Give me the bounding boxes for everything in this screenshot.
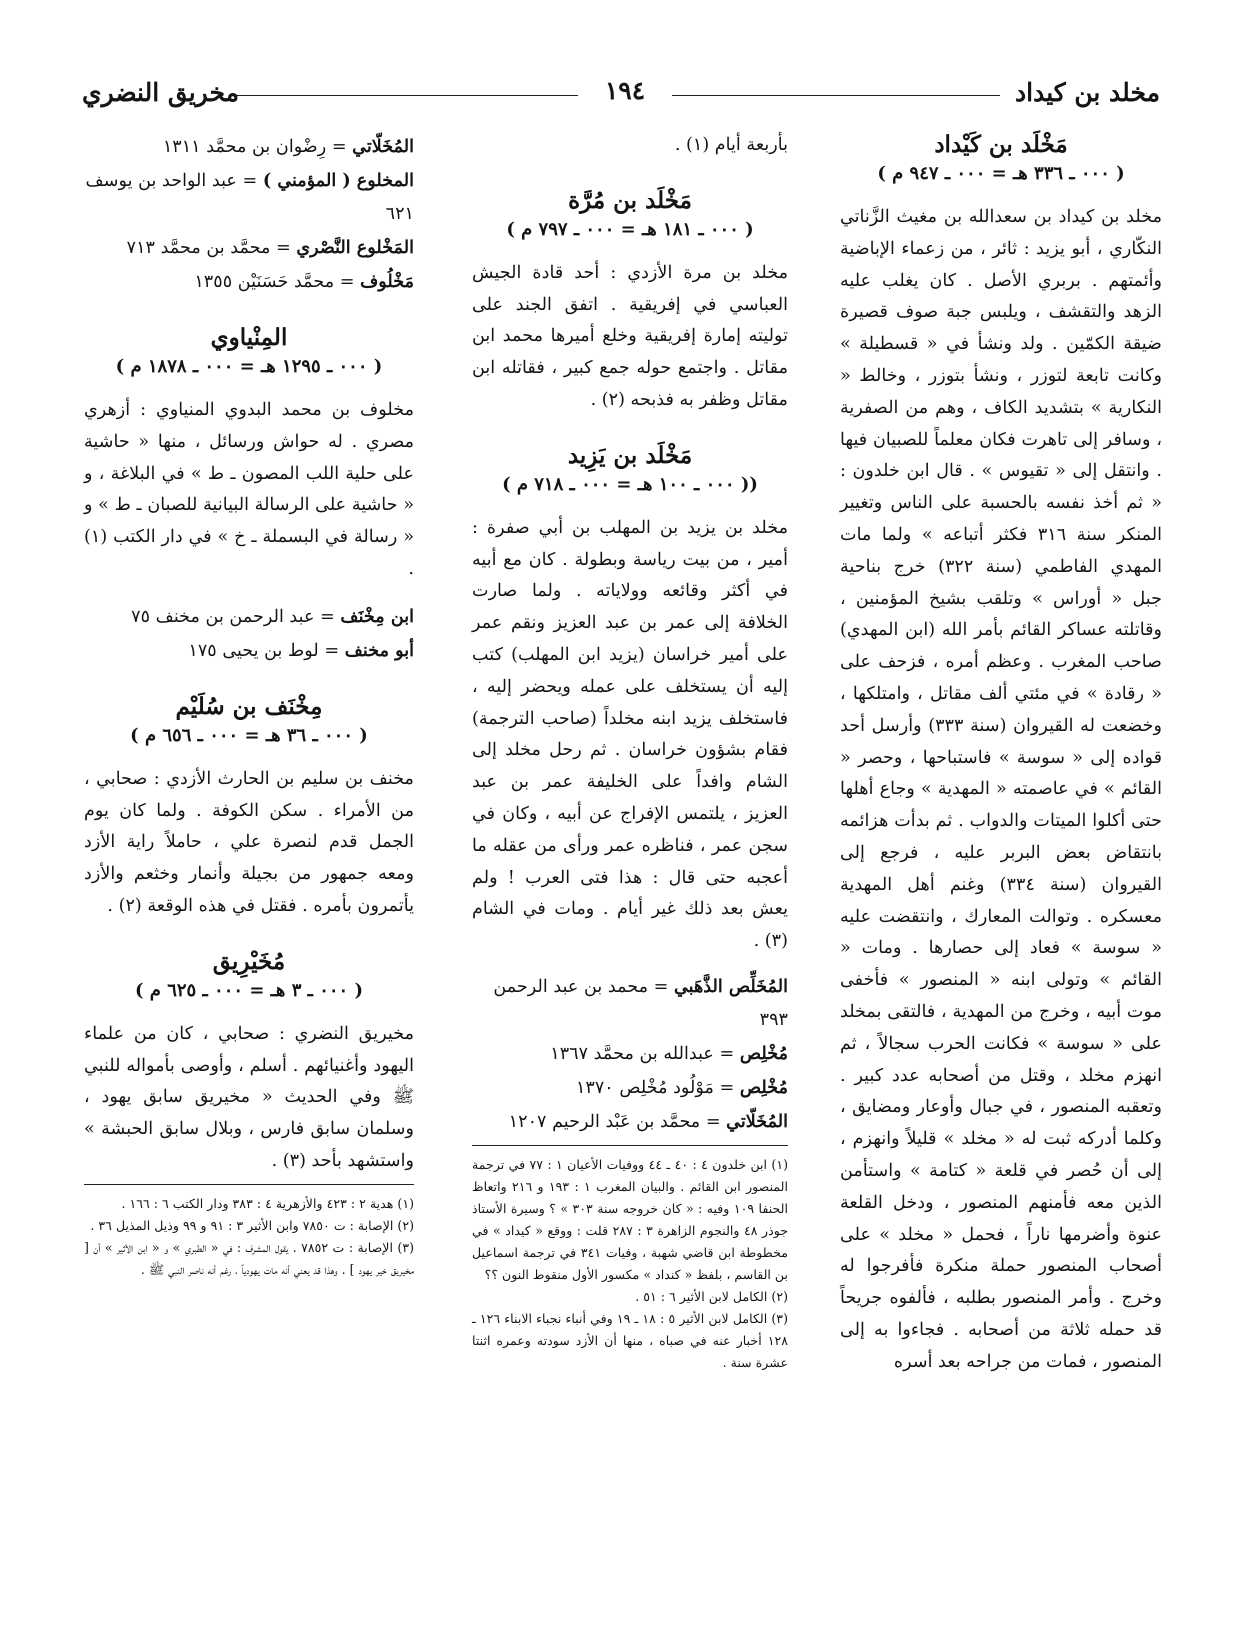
entry-body: مخيريق النضري : صحابي ، كان من علماء اليهود وأغنيائهم . أسلم ، وأوصى بأمواله للنبي ﷺ وفي الحديث « مخيريق سابق يهود ، وسلمان سابق فارس ، وبلال سابق الحبشة » واستشهد بأحد (٣) . — [84, 1023, 414, 1171]
cross-reference-name: المَخْلوع النَّصْري — [296, 237, 414, 258]
entry-title: مُخَيْرِيق — [212, 947, 286, 975]
cross-reference — [84, 231, 414, 265]
cross-reference — [472, 1037, 788, 1071]
entry-body: مخلد بن يزيد بن المهلب بن أبي صفرة : أمير ، من بيت رياسة وبطولة . كان مع أبيه في أكثر وقائعه وولاياته . ولما صارت الخلافة إلى عمر بن عبد العزيز ونقم عمر على أمير خراسان (يزيد ابن المهلب) كتب إليه أن يستخلف على عمله ويحضر إليه ، فاستخلف يزيد ابنه مخلداً (صاحب الترجمة) فقام بشؤون خراسان . ثم رحل مخلد إلى الشام وافداً على الخليفة عمر بن عبد العزيز ، يلتمس الإفراج عن أبيه ، وكان في سجن عمر ، فناظره عمر ورأى من عقله ما أعجبه حتى قال : هذا فتى العرب ! ولم يعش بعد ذلك غير أيام . ومات في الشام (٣) . — [472, 517, 788, 952]
cross-reference — [472, 1071, 788, 1105]
footnote: (٣) الكامل لابن الأثير ٥ : ١٨ ـ ١٩ وفي أنباء نجباء الابناء ١٢٦ ـ ١٢٨ أخبار عنه في صباه ، منها أن الأزد سودته وعمره اثنتا عشرة سنة . — [472, 1310, 788, 1370]
entry-dates: ( ٠٠٠ ـ ٣٦ هـ = ٠٠٠ ـ ٦٥٦ م ) — [130, 724, 368, 746]
footnote: (١) هدية ٢ : ٤٢٣ والأزهرية ٤ : ٣٨٣ ودار الكتب ٦ : ١٦٦ . — [121, 1195, 414, 1211]
footnote: (٢) الكامل لابن الأثير ٦ : ٥١ . — [635, 1288, 788, 1304]
entry-dates: (( ٠٠٠ ـ ١٠٠ هـ = ٠٠٠ ـ ٧١٨ م ) — [502, 473, 758, 495]
cross-reference-target: = عبد الرحمن بن مخنف ٧٥ — [131, 606, 335, 627]
cross-reference — [84, 600, 414, 634]
header-right-title: مخلد بن كيداد — [1015, 78, 1160, 107]
cross-reference — [472, 1105, 788, 1139]
cross-reference-name: المُخَلِّص الذَّهَبي — [673, 975, 788, 997]
continuation-text: بأربعة أيام (١) . — [674, 135, 788, 155]
page-number: ١٩٤ — [582, 76, 668, 105]
cross-reference-name: مُخْلِص — [739, 1076, 788, 1098]
cross-reference-target: = لوط بن يحيى ١٧٥ — [188, 640, 340, 661]
footnote: (١) ابن خلدون ٤ : ٤٠ ـ ٤٤ ووفيات الأعيان ١ : ٧٧ في ترجمة المنصور ابن القائم . والبيان المغرب ١ : ١٩٣ و ٢١٦ واتعاظ الحنفا ١٠٩ وفيه : « كان خروجه سنة ٣٠٣ » ؟ وسيرة الأستاذ جوذر ٤٨ والنجوم الزاهرة ٣ : ٢٨٧ قلت : ووقع « كيداد » في مخطوطة ابن قاضي شهبة ، وفيات ٣٤١ في ترجمة اسماعيل بن القاسم ، بلفظ « كنداد » مكسور الأول منقوط النون ؟؟ — [472, 1156, 789, 1282]
cross-reference-target: = رِضْوان بن محمَّد ١٣١١ — [162, 137, 347, 157]
header-rule-left — [232, 95, 578, 96]
cross-reference — [84, 130, 414, 164]
column-left — [84, 130, 414, 1281]
entry-dates: ( ٠٠٠ ـ ١٢٩٥ هـ = ٠٠٠ ـ ١٨٧٨ م ) — [115, 356, 383, 377]
cross-reference-name: المخلوع ( المؤمني ) — [262, 170, 414, 191]
cross-reference-name: ابن مِخْنَف — [340, 605, 414, 627]
entry-body: مخلد بن مرة الأزدي : أحد قادة الجيش العباسي في إفريقية . اتفق الجند على توليته إمارة إفريقية وخلع أميرها محمد ابن مقاتل . واجتمع حوله جمع كبير ، فقاتله ابن مقاتل وظفر به فذبحه (٢) . — [472, 262, 788, 410]
entry-title: مَخْلَد بن كَيْداد — [934, 131, 1068, 158]
cross-reference-target: = مَوْلُود مُخْلِص ١٣٧٠ — [575, 1077, 735, 1098]
entry-dates: ( ٠٠٠ ـ ١٨١ هـ = ٠٠٠ ـ ٧٩٧ م ) — [506, 218, 754, 240]
entry-body: مخنف بن سليم بن الحارث الأزدي : صحابي ، من الأمراء . سكن الكوفة . ولما كان يوم الجمل قدم لنصرة علي ، حاملاً راية الأزد ومعه جمهور من بجيلة وأنمار وخثعم والأزد يأتمرون بأمره . فقتل في هذه الوقعة (٢) . — [84, 768, 414, 916]
footnote: (٣) الإصابة : ت ٧٨٥٢ . يقول المشرف : في « الطبري » و « ابن الأثير » أن [ مخيريق خير يهود ] . وهذا قد يعني أنه مات يهودياً ، رغم أنه ناصر النبي ﷺ . — [84, 1239, 414, 1277]
cross-reference-target: = محمَّد حَسَنَيْن ١٣٥٥ — [194, 272, 355, 292]
cross-reference-target: = عبدالله بن محمَّد ١٣٦٧ — [550, 1043, 735, 1064]
cross-reference-name: مَخْلُوف — [360, 271, 414, 292]
cross-reference — [84, 164, 414, 231]
entry-dates: ( ٠٠٠ ـ ٣ هـ = ٠٠٠ ـ ٦٢٥ م ) — [135, 979, 363, 1001]
entry-body: مخلوف بن محمد البدوي المنياوي : أزهري مصري . له حواش ورسائل ، منها « حاشية على حلية اللب المصون ـ ط » في البلاغة ، و « حاشية على الرسالة البيانية للصبان ـ ط » و « رسالة في البسملة ـ خ » في دار الكتب (١) . — [84, 400, 414, 579]
entry-title: مَخْلَد بن يَزِيد — [567, 441, 693, 469]
cross-reference — [84, 634, 414, 668]
entry-title: مِخْنَف بن سُلَيْم — [175, 692, 323, 720]
footnote-divider — [472, 1145, 788, 1146]
cross-reference-target: = محمَّد بن محمَّد ٧١٣ — [126, 238, 291, 258]
cross-reference-name: المُخَلّاتي — [726, 1110, 788, 1132]
entry-title: المِنْياوي — [210, 324, 288, 351]
cross-reference-target: = عبد الواحد بن يوسف ٦٢١ — [85, 171, 414, 224]
cross-reference-name: المُخَلّاتي — [352, 136, 414, 157]
cross-reference-name: مُخْلِص — [739, 1042, 788, 1064]
cross-reference-target: = محمَّد بن عَبْد الرحيم ١٢٠٧ — [508, 1111, 721, 1132]
footnote-divider — [84, 1184, 414, 1185]
cross-reference — [472, 970, 788, 1037]
entry-dates: ( ٠٠٠ ـ ٣٣٦ هـ = ٠٠٠ ـ ٩٤٧ م ) — [877, 163, 1125, 184]
cross-reference-target: = محمد بن عبد الرحمن ٣٩٣ — [493, 976, 788, 1030]
running-header — [82, 78, 1160, 112]
column-middle — [472, 130, 788, 1374]
cross-reference-name: أبو مخنف — [344, 639, 414, 661]
header-left-title: مخريق النضري — [82, 78, 239, 107]
entry-body: مخلد بن كيداد بن سعدالله بن مغيث الزَّناتي النكّاري ، أبو يزيد : ثائر ، من زعماء الإباضية وأئمتهم . بربري الأصل . كان يغلب عليه الزهد والتقشف ، ويلبس جبة صوف قصيرة ضيقة الكمّين . ولد ونشأ في « قسطيلة » وكانت تابعة لتوزر ، ونشأ بتوزر ، وخالط « النكارية » بتشديد الكاف ، وهم من الصفرية ، وسافر إلى تاهرت فكان معلماً للصبيان فيها . وانتقل إلى « تقيوس » . قال ابن خلدون : « ثم أخذ نفسه بالحسبة على الناس وتغيير المنكر سنة ٣١٦ فكثر أتباعه » ولما مات المهدي الفاطمي (سنة ٣٢٢) خرج بناحية جبل « أوراس » وتلقب بشيخ المؤمنين ، وقاتلته عساكر القائم بأمر الله (ابن المهدي) صاحب المغرب . وعظم أمره ، فزحف على « رقادة » في مئتي ألف مقاتل ، وامتلكها ، وخضعت له القيروان (سنة ٣٣٣) وأرسل أحد قواده إلى « سوسة » فاستباحها ، وحصر « القائم » في عاصمته « المهدية » وجاع أهلها حتى أكلوا الميتات والدواب . ثم بدأت هزائمه بانتقاض بعض البربر عليه ، فرجع إلى القيروان (سنة ٣٣٤) وغنم أهل المهدية معسكره . وتوالت المعارك ، وانتقضت عليه « سوسة » فعاد إلى حصارها . ومات « القائم » وتولى ابنه « المنصور » فأخفى موت أبيه ، وخرج من المهدية ، فالتقى بمخلد على « سوسة » فكانت الحرب سجالاً ، ثم انهزم مخلد ، وقتل من أصحابه عدد كبير . وتعقبه المنصور ، في جبال وأوعار ومضايق ، وكلما أدركه ثبت له « مخلد » قليلاً وانهزم ، إلى أن حُصر في قلعة « كتامة » واستأمن الذين معه فأمنهم المنصور ، ودخل القلعة عنوة وأضرمها ناراً ، فحمل « مخلد » على أصحاب المنصور حملة منكرة فأفرجوا له وخرج . وأمر المنصور بطلبه ، فألفوه جريحاً قد حمله ثلاثة من أصحابه . فجاءوا به إلى المنصور ، فمات من جراحه بعد أسره — [840, 207, 1163, 1372]
entry-title: مَخْلَد بن مُرَّة — [568, 186, 692, 214]
column-right — [840, 130, 1162, 1378]
cross-reference — [84, 265, 414, 299]
header-rule-right — [672, 95, 1000, 96]
footnote: (٢) الإصابة : ت ٧٨٥٠ وابن الأثير ٣ : ٩١ و ٩٩ وذيل المذيل ٣٦ . — [90, 1217, 414, 1233]
